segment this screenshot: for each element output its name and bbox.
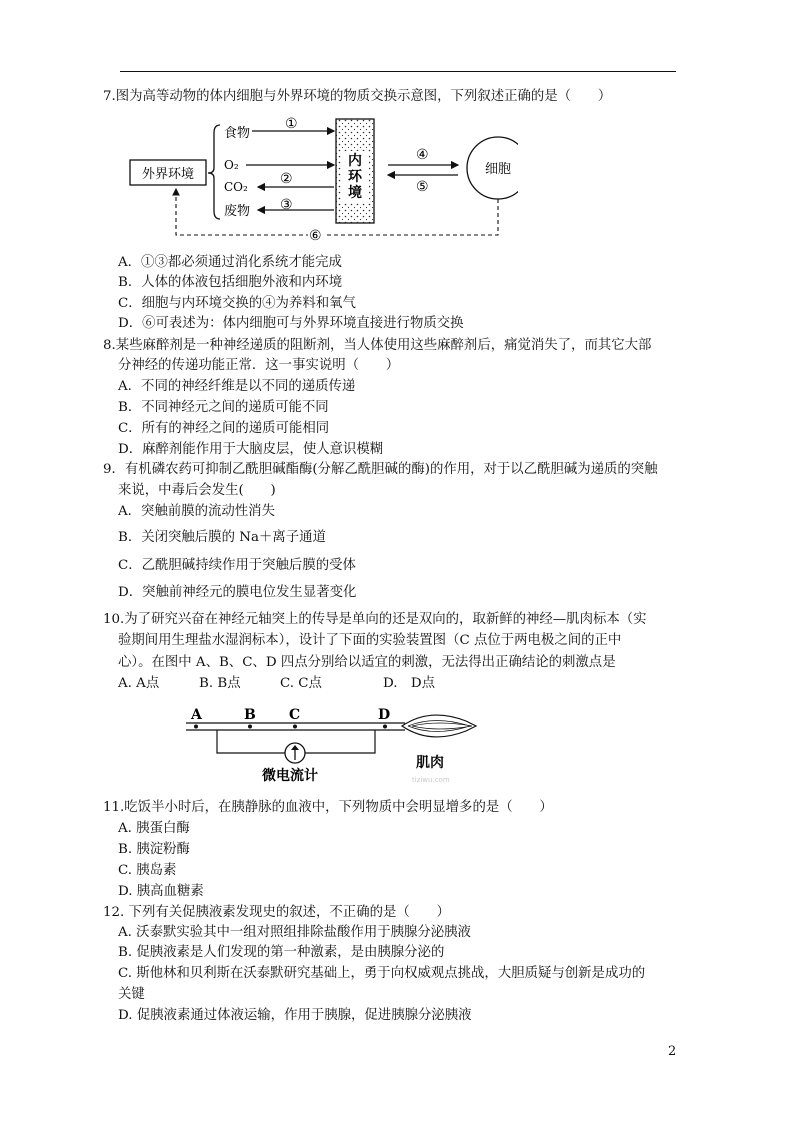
q9-option-a: A．突触前膜的流动性消失 [118, 504, 275, 519]
num-1: ① [285, 116, 298, 132]
q9-option-c: C．乙酰胆碱持续作用于突触后膜的受体 [118, 558, 356, 573]
co2-label: CO₂ [224, 180, 248, 194]
q10-option-b: B. B点 [199, 676, 241, 691]
q7-stem: 7.图为高等动物的体内细胞与外界环境的物质交换示意图，下列叙述正确的是（ ） [103, 89, 612, 104]
point-d-dot [383, 725, 387, 729]
q7-option-d: D．⑥可表述为：体内细胞可与外界环境直接进行物质交换 [118, 316, 464, 331]
q7-option-c: C．细胞与内环境交换的④为养料和氧气 [118, 296, 356, 311]
num-5: ⑤ [416, 179, 429, 195]
point-c-label: C [289, 707, 301, 723]
brace [208, 125, 220, 219]
q11-option-c: C. 胰岛素 [118, 863, 177, 878]
meter-label: 微电流计 [262, 768, 318, 783]
q8-stem-line2: 分神经的传递功能正常．这一事实说明（ ） [118, 358, 400, 373]
q10-stem-line3: 心）。在图中 A、B、C、D 四点分别给以适宜的刺激，无法得出正确结论的刺激点是 [118, 655, 616, 670]
outer-env-label: 外界环境 [141, 167, 195, 182]
q9-option-b: B．关闭突触后膜的 Na＋离子通道 [118, 530, 326, 545]
point-d-label: D [378, 707, 391, 723]
q8-stem-line1: 8.某些麻醉剂是一种神经递质的阻断剂，当人体使用这些麻醉剂后，痛觉消失了，而其它大部 [103, 338, 652, 353]
q8-option-a: A．不同的神经纤维是以不同的递质传递 [118, 379, 356, 394]
point-a-dot [194, 725, 198, 729]
q12-option-b: B. 促胰液素是人们发现的第一种激素，是由胰腺分泌的 [118, 945, 445, 960]
point-a-label: A [191, 707, 202, 723]
q8-option-b: B．不同神经元之间的递质可能不同 [118, 400, 329, 415]
cell-label: 细胞 [484, 162, 512, 177]
point-b-dot [248, 725, 252, 729]
q7-option-b: B．人体的体液包括细胞外液和内环境 [118, 275, 343, 290]
q9-stem-line2: 来说，中毒后会发生( ) [118, 483, 276, 498]
num-2: ② [280, 171, 293, 187]
q11-option-b: B. 胰淀粉酶 [118, 842, 190, 857]
waste-label: 废物 [224, 204, 251, 219]
q7-option-a: A．①③都必须通过消化系统才能完成 [118, 255, 342, 270]
q9-stem-line1: 9．有机磷农药可抑制乙酰胆碱酯酶(分解乙酰胆碱的酶)的作用，对于以乙酰胆碱为递质的突触 [103, 462, 658, 477]
q11-stem: 11.吃饭半小时后，在胰静脉的血液中，下列物质中会明显增多的是（ ） [103, 800, 553, 815]
point-b-label: B [244, 707, 256, 723]
q9-option-d: D．突触前神经元的膜电位发生显著变化 [118, 585, 357, 600]
q10-option-d: D. D点 [383, 676, 436, 691]
num-3: ③ [280, 197, 293, 213]
inner-env-label: 内环境 [348, 153, 362, 201]
q12-option-c-cont: 关键 [118, 987, 145, 1002]
q12-option-c: C. 斯他林和贝利斯在沃泰默研究基础上，勇于向权威观点挑战，大胆质疑与创新是成功的 [118, 966, 646, 981]
q10-option-a: A. A点 [118, 676, 160, 691]
num-4: ④ [416, 147, 429, 163]
q11-option-a: A. 胰蛋白酶 [118, 821, 190, 836]
q10-option-c: C. C点 [280, 676, 322, 691]
q12-option-d: D. 促胰液素通过体液运输，作用于胰腺，促进胰腺分泌胰液 [118, 1008, 472, 1023]
q12-option-a: A. 沃泰默实验其中一组对照组排除盐酸作用于胰腺分泌胰液 [118, 925, 471, 940]
page-number: 2 [668, 1044, 677, 1059]
muscle-label: 肌肉 [416, 755, 444, 771]
q7-exchange-diagram [128, 113, 518, 243]
q8-option-d: D．麻醉剂能作用于大脑皮层，使人意识模糊 [118, 442, 384, 457]
num-6: ⑥ [309, 228, 322, 243]
q12-stem: 12. 下列有关促胰液素发现史的叙述，不正确的是（ ） [103, 905, 450, 920]
header-rule [120, 71, 676, 72]
q10-stem-line2: 验期间用生理盐水湿润标本），设计了下面的实验装置图（C 点位于两电极之间的正中 [118, 633, 622, 648]
q10-nerve-muscle-diagram [180, 703, 480, 783]
q8-option-c: C．所有的神经之间的递质可能相同 [118, 421, 330, 436]
q10-stem-line1: 10.为了研究兴奋在神经元轴突上的传导是单向的还是双向的，取新鲜的神经—肌肉标本（实 [103, 612, 647, 627]
o2-label: O₂ [224, 158, 239, 172]
q11-option-d: D. 胰高血糖素 [118, 884, 204, 899]
watermark: tiziwu.com [412, 776, 450, 784]
food-label: 食物 [224, 126, 251, 141]
point-c-dot [293, 725, 297, 729]
